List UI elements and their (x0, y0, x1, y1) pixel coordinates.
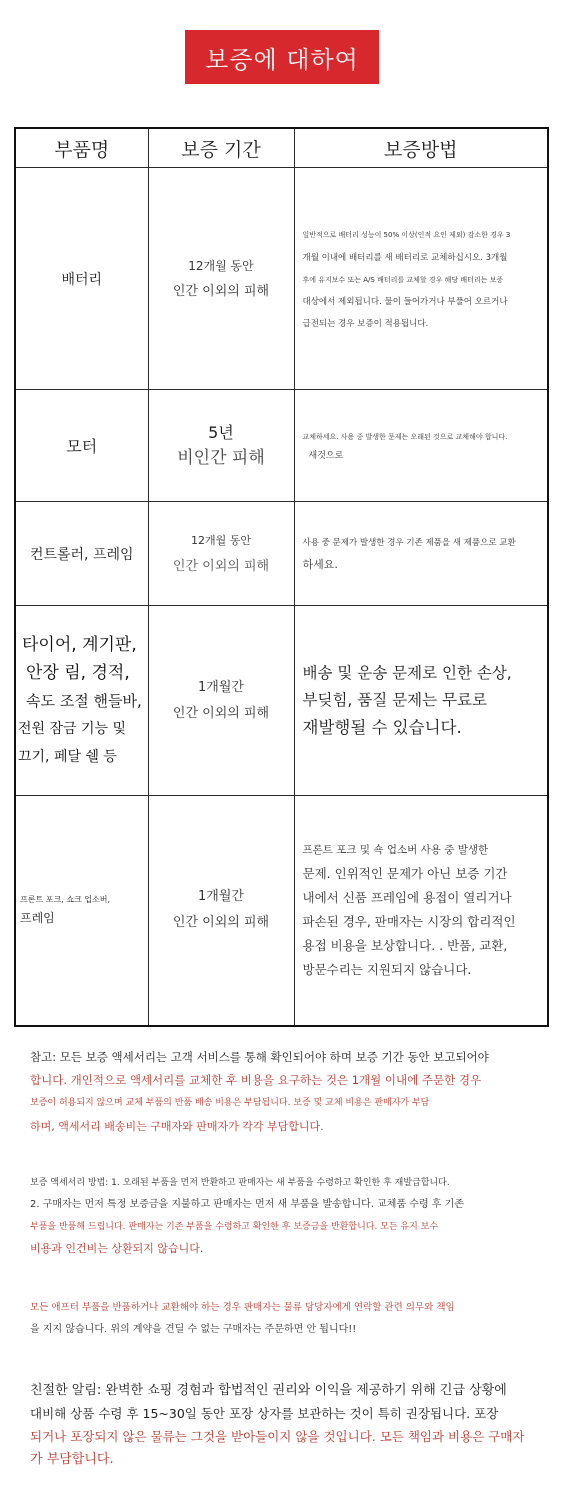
note-line: 하며, 액세서리 배송비는 구매자와 판매자가 각각 부담합니다. (30, 1120, 324, 1133)
method-line: 부딪힘, 품질 문제는 무료로 (302, 691, 487, 709)
note-warranty-method (30, 1172, 535, 1260)
note-line: 부품을 반품해 드립니다. 판매자는 기존 부품을 수령하고 확인한 후 보증금을 반환합니다. 모든 유지 보수 (30, 1222, 439, 1232)
method-line: 문제. 인위적인 문제가 아닌 보증 기간 (302, 866, 508, 882)
method-line: 재발행될 수 있습니다. (302, 718, 462, 737)
table-header-row (15, 128, 548, 168)
method-line: 개월 이내에 배터리를 새 배터리로 교체하십시오. 3개월 (302, 252, 508, 263)
method-line: 배송 및 운송 문제로 인한 손상, (302, 664, 512, 682)
note-reference (30, 1046, 535, 1138)
note-line: 되거나 포장되지 않은 물류는 그것을 받아들이지 않을 것입니다. 모든 책임과 비용은 구매자 (30, 1429, 525, 1444)
note-line: 보증이 허용되지 않으며 교체 부품의 반품 배송 비용은 부담됩니다. 보증 및 교체 비용은 판매자가 부담 (30, 1098, 430, 1108)
part-name-line: 전원 잠금 기능 및 (18, 720, 127, 737)
period-line: 비인간 피해 (177, 447, 265, 468)
note-friendly-reminder (30, 1379, 535, 1471)
note-liability (30, 1297, 535, 1341)
method-line: 하세요. (302, 557, 338, 571)
method-cell (294, 796, 548, 1026)
part-name: 컨트롤러, 프레임 (29, 546, 134, 563)
note-line: 비용과 인건비는 상환되지 않습니다. (30, 1242, 204, 1255)
part-name-line: 프론트 포크, 쇼크 업소버, (20, 895, 110, 905)
method-line: 대상에서 제외됩니다. 물이 들어가거나 부풀어 오르거나 (302, 296, 508, 307)
table-row (15, 796, 548, 1026)
method-line: 새것으로 (308, 450, 344, 461)
method-cell (294, 502, 548, 606)
period-line: 인간 이외의 피해 (172, 283, 270, 299)
method-cell (294, 606, 548, 796)
part-name-cell (15, 606, 148, 796)
method-line: 일반적으로 배터리 성능이 50% 이상(인적 요인 제외) 감소한 경우 3 (302, 230, 511, 239)
method-line: 후에 유지보수 또는 A/S 배터리를 교체할 경우 해당 배터리는 보증 (302, 275, 504, 284)
method-cell (294, 390, 548, 502)
method-line: 프론트 포크 및 쇽 업소버 사용 중 발생한 (302, 844, 489, 857)
part-name: 배터리 (61, 271, 103, 288)
note-line: 가 부담합니다. (30, 1452, 114, 1467)
method-line: 내에서 신품 프레임에 용접이 열리거나 (302, 890, 512, 906)
method-line: 교체하세요. 사용 중 발생한 문제는 오래된 것으로 교체해야 합니다. (302, 432, 508, 441)
method-cell (294, 168, 548, 390)
part-name-line: 끄기, 페달 쉘 등 (18, 748, 117, 765)
note-line: 2. 구매자는 먼저 특정 보증금을 지불하고 판매자는 먼저 새 부품을 발송합니다. 교체품 수령 후 기존 (30, 1199, 464, 1210)
period-line: 인간 이외의 피해 (172, 915, 270, 931)
period-cell (148, 390, 294, 502)
period-cell (148, 606, 294, 796)
header-warranty-method: 보증방법 (294, 128, 548, 168)
method-line: 급전되는 경우 보증이 적용됩니다. (302, 318, 429, 329)
method-line: 파손된 경우, 판매자는 시장의 합리적인 (302, 914, 516, 930)
period-line: 인간 이외의 피해 (172, 558, 270, 574)
table-row (15, 390, 548, 502)
period-line: 12개월 동안 (188, 258, 254, 273)
method-line: 방문수리는 지원되지 않습니다. (302, 962, 472, 978)
period-cell (148, 502, 294, 606)
header-part-name: 부품명 (15, 128, 148, 168)
period-line: 인간 이외의 피해 (172, 705, 270, 721)
note-line: 합니다. 개인적으로 액세서리를 교체한 후 비용을 요구하는 것은 1개월 이내에 주문한 경우 (30, 1073, 482, 1087)
part-name-cell (15, 502, 148, 606)
part-name-cell (15, 168, 148, 390)
table-row (15, 168, 548, 390)
note-line: 보증 액세서리 방법: 1. 오래된 부품을 먼저 반환하고 판매자는 새 부품을 수령하고 확인한 후 재발급합니다. (30, 1178, 450, 1188)
part-name: 모터 (66, 437, 98, 456)
page-title: 보증에 대하여 (185, 30, 379, 84)
table-row (15, 606, 548, 796)
note-line: 모든 애프터 부품을 반품하거나 교환해야 하는 경우 판매자는 물류 담당자에게 연락할 관련 의무와 책임 (30, 1302, 455, 1313)
period-line: 5년 (208, 422, 234, 442)
note-line: 참고: 모든 보증 액세서리는 고객 서비스를 통해 확인되어야 하며 보증 기간 동안 보고되어야 (30, 1050, 489, 1064)
period-line: 12개월 동안 (191, 533, 251, 547)
table-row (15, 502, 548, 606)
method-line: 사용 중 문제가 발생한 경우 기존 제품을 새 제품으로 교환 (302, 537, 516, 548)
part-name-line: 속도 조절 핸들바, (26, 691, 142, 710)
part-name-line: 프레임 (20, 911, 55, 926)
period-line: 1개월간 (198, 889, 244, 905)
header-warranty-period: 보증 기간 (148, 128, 294, 168)
note-line: 대비해 상품 수령 후 15~30일 동안 포장 상자를 보관하는 것이 특히 권장됩니다. 포장 (30, 1406, 499, 1421)
part-name-cell (15, 390, 148, 502)
period-cell (148, 796, 294, 1026)
note-line: 친절한 알림: 완벽한 쇼핑 경험과 합법적인 권리와 이익을 제공하기 위해 긴급 상황에 (30, 1383, 507, 1398)
part-name-line: 타이어, 계기판, (22, 634, 137, 655)
note-line: 을 지지 않습니다. 위의 계약을 견딜 수 없는 구매자는 주문하면 안 됩니다!! (30, 1324, 357, 1335)
part-name-cell (15, 796, 148, 1026)
part-name-line: 안장 림, 경적, (26, 662, 130, 683)
period-line: 1개월간 (198, 679, 244, 695)
method-line: 용접 비용을 보상합니다. . 반품, 교환, (302, 938, 508, 954)
warranty-table (14, 127, 549, 1027)
period-cell (148, 168, 294, 390)
